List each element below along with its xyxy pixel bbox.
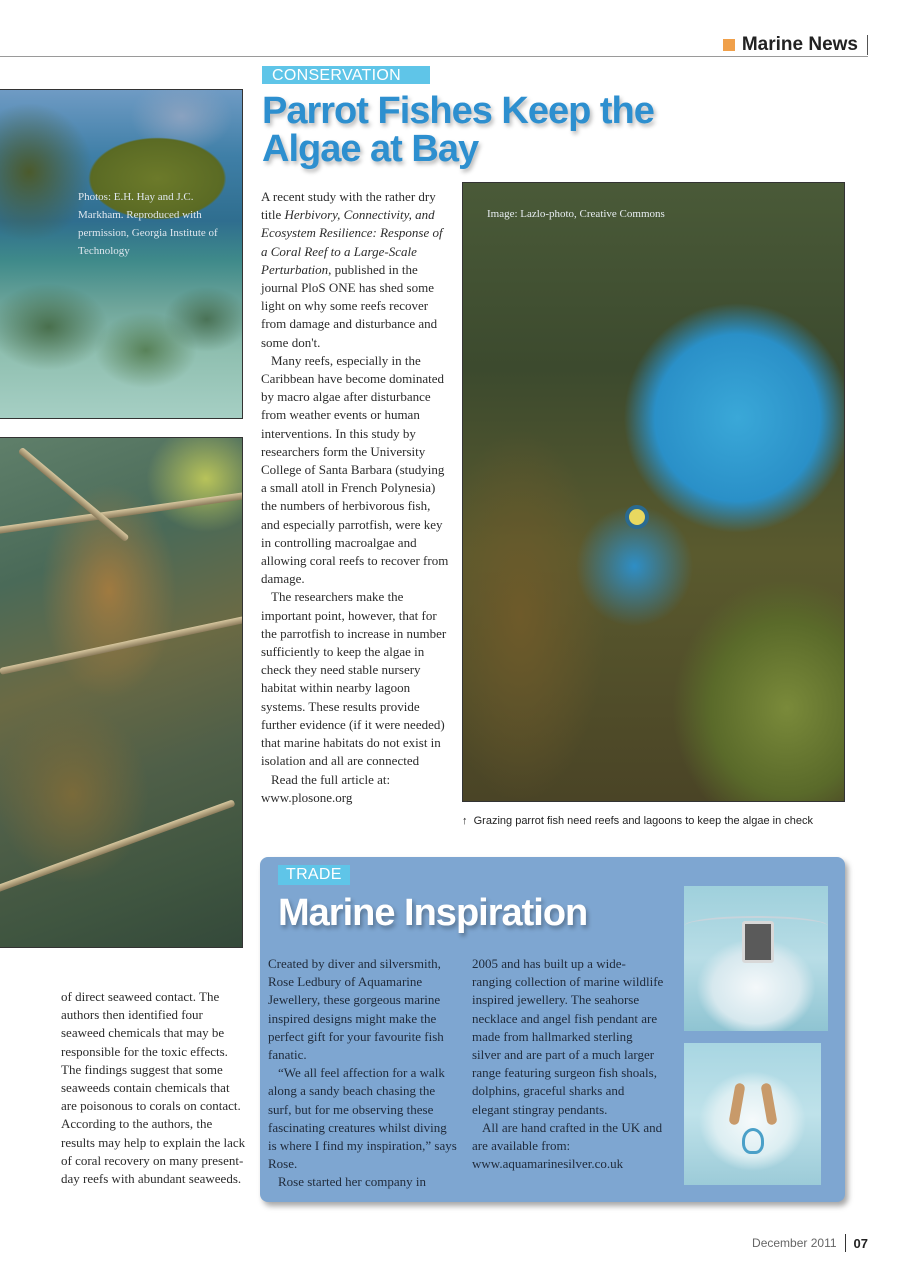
arrow-up-icon: ↑ [462,815,468,827]
study-title: Herbivory, Connectivity, and Ecosystem Resilience: Response of a Coral Reef to a Large-Scale Perturbation [261,207,443,277]
article-paragraph [261,188,451,352]
trade-column-1 [268,955,458,1192]
left-column-body [61,988,247,1188]
fish-eye [625,505,649,529]
angel-fish-pendant-photo [684,886,828,1031]
trade-paragraph: Created by diver and silversmith, Rose Ledbury of Aquamarine Jewellery, these gorgeous marine inspired designs might make the perfect gift for your favourite fish fanatic. [268,956,444,1063]
article-paragraph: The researchers make the important point, however, that for the parrotfish to increase in number sufficiently to keep the algae in check they need stable nursery habitat within nearby lagoon systems. These results provide further evidence (if it were needed) that marine habitats do not exist in isolation and all are connected [261,589,447,769]
left-paragraph: of direct seaweed contact. The authors then identified four seaweed chemicals that may be responsible for the toxic effects. [61,989,228,1059]
trade-paragraph: Rose started her company in [278,1174,427,1190]
cage-experiment-photo [0,437,243,948]
conservation-tag: CONSERVATION [262,66,430,84]
paragraph-text: A recent study with the rather dry title [261,189,436,223]
paragraph-text: , published in the journal PloS ONE has shed some light on why some reefs recover from damage and disturbance and some don't. [261,261,438,350]
trade-paragraph: “We all feel affection for a walk along a sandy beach chasing the surf, but for me observing these fascinating creatures whilst diving is where I find my inspiration,” says Rose. [268,1065,457,1172]
fish-photo-caption [462,815,813,827]
header-rule [0,56,868,57]
section-label: Marine News [741,34,858,55]
seahorse-charm [728,1082,745,1125]
trade-tag: TRADE [278,865,350,885]
pendant-drop [742,1128,764,1154]
left-paragraph: The findings suggest that some seaweeds contain chemicals that are poisonous to corals on contact. According to the authors, the results may help to explain the lack of coral recovery on many present-day reefs with abundant seaweeds. [61,1061,246,1187]
trade-paragraph: 2005 and has built up a wide-ranging collection of marine wildlife inspired jewellery. The seahorse necklace and angel fish pendant are made from hallmarked sterling silver and are part of a much larger range featuring surgeon fish shoals, dolphins, graceful sharks and elegant stingray pendants. [472,956,664,1117]
parrot-fish-photo [462,182,845,802]
section-header [723,34,868,56]
article-paragraph: Many reefs, especially in the Caribbean have become dominated by macro algae after disturbance from weather events or human interventions. In this study by researchers form the University College of Santa Barbara (studying a small atoll in French Polynesia) the numbers of herbivorous fish, and especially parrotfish, were key in controlling macroalgae and allowing coral reefs to recover from damage. [261,352,449,587]
cage-bar [0,490,243,535]
seahorse-charm [760,1082,777,1125]
article-headline: Parrot Fishes Keep the Algae at Bay [262,90,654,170]
trade-headline: Marine Inspiration [278,892,588,934]
fish-caption-text: Grazing parrot fish need reefs and lagoons to keep the algae in check [473,815,814,827]
fish-photo-credit: Image: Lazlo-photo, Creative Commons [487,208,665,220]
trade-column-2 [472,955,664,1173]
cage-bar [0,616,243,675]
article-link-paragraph: Read the full article at: www.plosone.org [261,771,391,805]
page-footer [752,1234,868,1252]
article-body [261,188,451,807]
issue-date: December 2011 [752,1236,837,1250]
section-square-icon [723,39,735,51]
cage-bar [0,799,236,895]
pendant-charm [742,921,774,963]
footer-divider [845,1234,846,1252]
page-number: 07 [853,1235,868,1251]
reef-photo [0,89,243,419]
reef-photo-credit: Photos: E.H. Hay and J.C. Markham. Reproduced with permission, Georgia Institute of Technology [78,191,218,257]
reef-photo-seabed [0,265,243,419]
trade-paragraph: All are hand crafted in the UK and are available from: www.aquamarinesilver.co.uk [472,1119,663,1172]
section-divider [867,35,868,55]
seahorse-necklace-photo [684,1043,821,1185]
